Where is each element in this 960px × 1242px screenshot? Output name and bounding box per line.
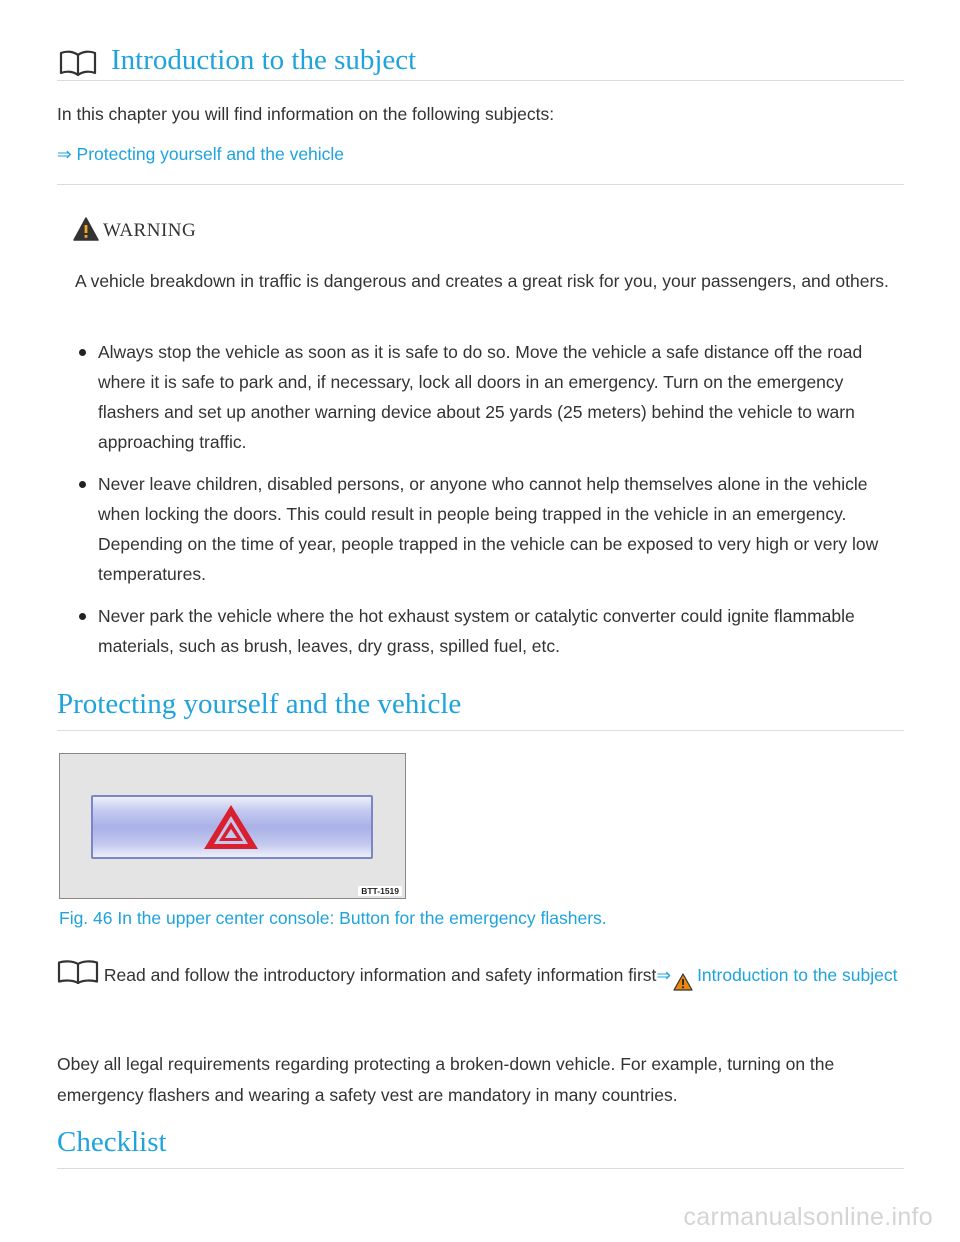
section-heading-protecting — [57, 686, 904, 731]
page-title: Introduction to the subject — [111, 44, 417, 76]
protecting-yourself-link[interactable]: ⇒ Protecting yourself and the vehicle — [57, 144, 345, 164]
read-instructions — [57, 960, 917, 991]
list-item: Never leave children, disabled persons, or anyone who cannot help themselves alone in the vehicle when locking the doors. This could result in people being trapped in the vehicle in an emergency. Depending on the time of year, people trapped in the vehicle can be exposed to very high or very low temperatures. — [75, 469, 890, 589]
hazard-triangle-icon — [201, 802, 261, 852]
figure-emergency-flasher-button — [59, 753, 406, 899]
warning-triangle-small-icon — [673, 973, 693, 991]
book-icon — [59, 50, 97, 76]
list-item: Never park the vehicle where the hot exhaust system or catalytic converter could ignite flammable materials, such as brush, leaves, dry grass, spilled fuel, etc. — [75, 601, 890, 661]
legal-requirements-text: Obey all legal requirements regarding protecting a broken-down vehicle. For example, turning on the emergency flashers and wearing a safety vest are mandatory in many countries. — [57, 1054, 835, 1105]
section-title-protecting: Protecting yourself and the vehicle — [57, 688, 462, 720]
warning-bullet-list — [75, 337, 890, 673]
warning-intro: A vehicle breakdown in traffic is dangerous and creates a great risk for you, your passengers, and others. — [75, 271, 889, 291]
divider — [57, 184, 904, 185]
book-icon — [57, 960, 99, 984]
read-arrow: ⇒ — [656, 965, 672, 985]
section-heading-introduction — [57, 40, 904, 81]
list-item: Always stop the vehicle as soon as it is safe to do so. Move the vehicle a safe distance off the road where it is safe to park and, if necessary, lock all doors in an emergency. Turn on the emergency flashers and set up another warning device about 25 yards (25 meters) behind the vehicle to warn approaching traffic. — [75, 337, 890, 457]
warning-triangle-icon — [73, 217, 99, 241]
figure-code: BTT-1519 — [358, 886, 402, 896]
warning-title: WARNING — [103, 220, 197, 241]
read-text: Read and follow the introductory information and safety information first — [103, 965, 657, 985]
section-heading-checklist — [57, 1124, 904, 1169]
hazard-button-image — [91, 795, 373, 859]
intro-text: In this chapter you will find information on the following subjects: — [57, 104, 555, 124]
section-title-checklist: Checklist — [57, 1126, 167, 1158]
introduction-link[interactable]: Introduction to the subject — [697, 965, 898, 985]
watermark: carmanualsonline.info — [683, 1203, 933, 1231]
figure-caption: Fig. 46 In the upper center console: Button for the emergency flashers. — [59, 908, 607, 928]
